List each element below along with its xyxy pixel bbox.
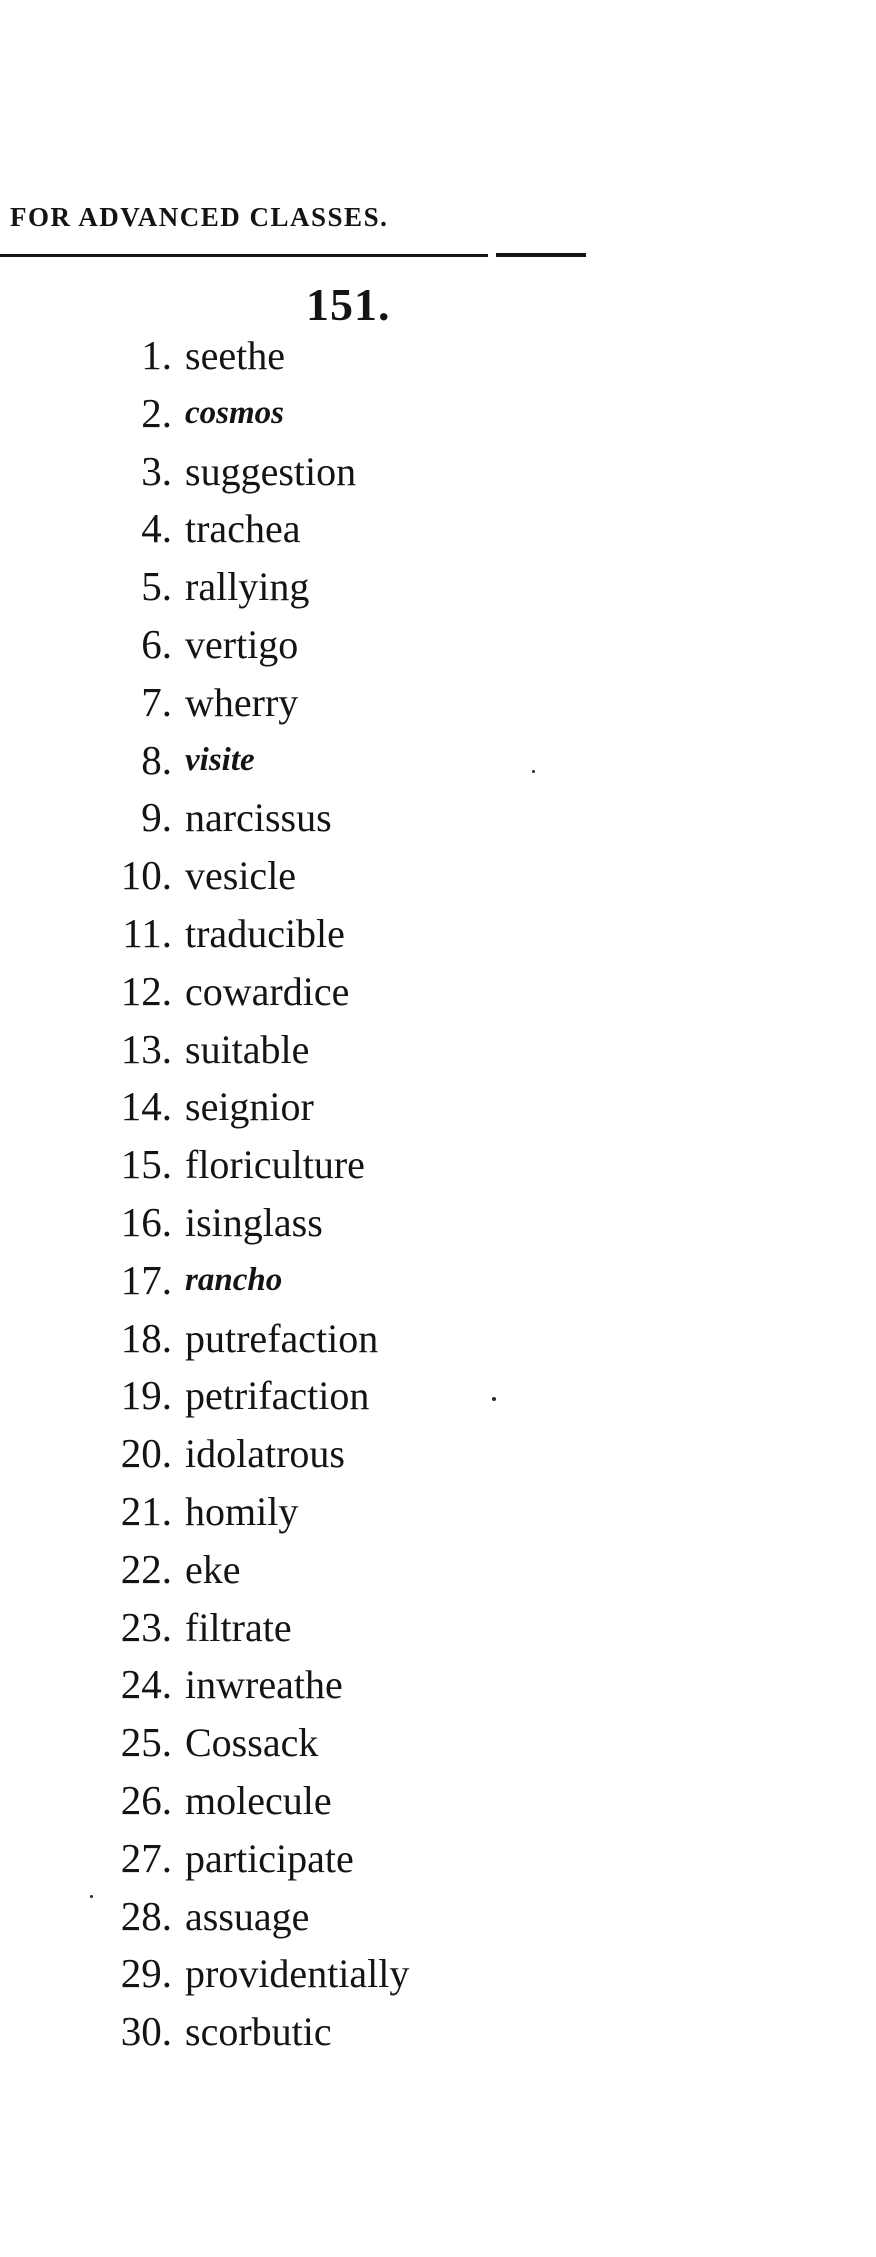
item-word: cosmos [185, 394, 284, 431]
item-word: petrifaction [185, 1373, 370, 1419]
item-number: 13. [120, 1025, 172, 1072]
item-number: 17. [120, 1256, 172, 1303]
item-word: assuage [185, 1893, 310, 1939]
item-number: 2. [141, 389, 172, 436]
item-word: suitable [185, 1026, 310, 1072]
item-word: providentially [185, 1951, 410, 1997]
item-number: 25. [120, 1719, 172, 1766]
spelling-word-list [0, 327, 876, 2061]
list-item [0, 1021, 876, 1079]
list-item [0, 732, 876, 790]
list-item [0, 385, 876, 443]
list-item [0, 1136, 876, 1194]
item-number: 11. [122, 909, 172, 956]
item-number: 14. [120, 1083, 172, 1130]
item-number: 5. [141, 563, 172, 610]
print-speck [532, 770, 535, 773]
item-number: 3. [141, 447, 172, 494]
list-item [0, 558, 876, 616]
list-item [0, 1425, 876, 1483]
item-number: 30. [120, 2008, 172, 2055]
header-rule [0, 254, 488, 257]
list-item [0, 1194, 876, 1252]
item-number: 4. [141, 505, 172, 552]
item-number: 10. [120, 852, 172, 899]
list-item [0, 1310, 876, 1368]
list-item [0, 1367, 876, 1425]
list-item [0, 1483, 876, 1541]
item-number: 20. [120, 1430, 172, 1477]
list-item [0, 1599, 876, 1657]
item-word: molecule [185, 1777, 332, 1823]
list-item [0, 1772, 876, 1830]
item-word: narcissus [185, 795, 332, 841]
item-number: 15. [120, 1141, 172, 1188]
item-number: 21. [120, 1487, 172, 1534]
running-head: FOR ADVANCED CLASSES. [10, 202, 389, 232]
list-item [0, 616, 876, 674]
list-item [0, 1945, 876, 2003]
item-word: visite [185, 741, 255, 778]
item-word: eke [185, 1546, 241, 1592]
list-item [0, 1078, 876, 1136]
item-word: idolatrous [185, 1431, 345, 1477]
item-word: cowardice [185, 968, 350, 1014]
item-number: 23. [120, 1603, 172, 1650]
list-item [0, 1830, 876, 1888]
item-number: 8. [141, 736, 172, 783]
lesson-number: 151. [306, 279, 391, 330]
print-speck [90, 1895, 93, 1898]
item-number: 22. [120, 1545, 172, 1592]
item-number: 6. [141, 620, 172, 667]
item-number: 24. [120, 1661, 172, 1708]
item-word: homily [185, 1488, 299, 1534]
list-item [0, 327, 876, 385]
item-number: 16. [120, 1198, 172, 1245]
list-item [0, 1714, 876, 1772]
header-rule-tail [496, 253, 586, 257]
item-word: wherry [185, 679, 299, 725]
item-word: putrefaction [185, 1315, 379, 1361]
item-number: 7. [141, 678, 172, 725]
list-item [0, 674, 876, 732]
item-word: vertigo [185, 621, 299, 667]
item-word: floriculture [185, 1142, 365, 1188]
list-item [0, 1252, 876, 1310]
item-number: 27. [120, 1834, 172, 1881]
item-number: 1. [141, 332, 172, 378]
list-item [0, 1541, 876, 1599]
item-word: seignior [185, 1084, 314, 1130]
item-word: rancho [185, 1261, 283, 1298]
list-item [0, 1888, 876, 1946]
list-item [0, 2003, 876, 2061]
item-number: 19. [120, 1372, 172, 1419]
print-speck [492, 1397, 496, 1401]
item-word: scorbutic [185, 2009, 332, 2055]
item-number: 26. [120, 1776, 172, 1823]
item-number: 9. [141, 794, 172, 841]
item-number: 29. [120, 1950, 172, 1997]
item-word: inwreathe [185, 1662, 343, 1708]
list-item [0, 443, 876, 501]
list-item [0, 789, 876, 847]
item-number: 12. [120, 967, 172, 1014]
item-word: traducible [185, 910, 345, 956]
item-word: participate [185, 1835, 354, 1881]
item-word: vesicle [185, 853, 297, 899]
list-item [0, 500, 876, 558]
item-word: filtrate [185, 1604, 292, 1650]
item-word: isinglass [185, 1199, 323, 1245]
list-item [0, 905, 876, 963]
item-word: suggestion [185, 448, 357, 494]
item-number: 28. [120, 1892, 172, 1939]
item-number: 18. [120, 1314, 172, 1361]
item-word: rallying [185, 564, 310, 610]
item-word: seethe [185, 333, 285, 378]
list-item [0, 1656, 876, 1714]
list-item [0, 963, 876, 1021]
list-item [0, 847, 876, 905]
item-word: trachea [185, 506, 301, 552]
item-word: Cossack [185, 1720, 319, 1766]
